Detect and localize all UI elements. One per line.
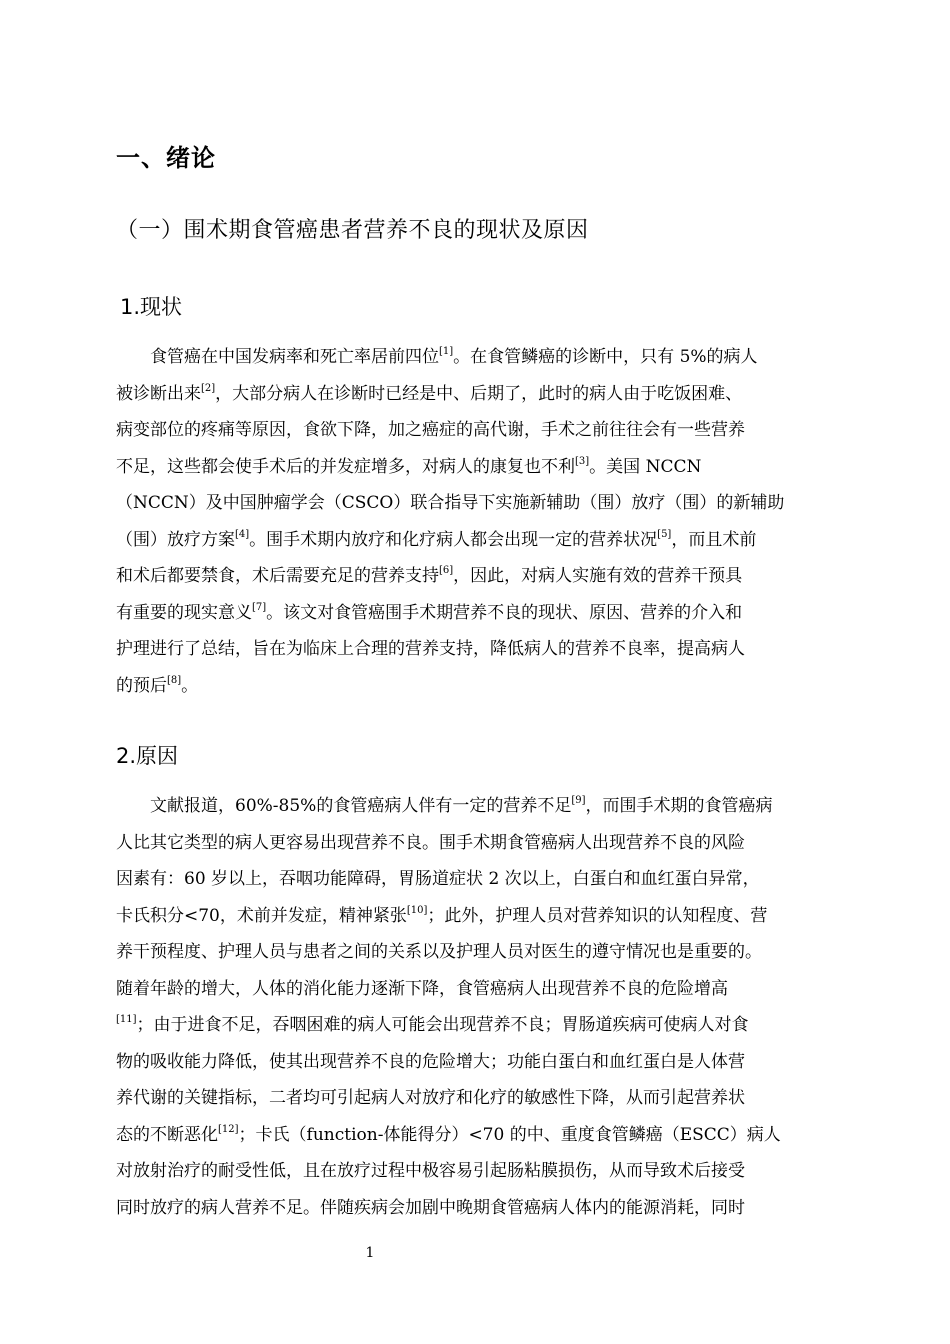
- text-run: （围）放疗方案: [116, 529, 235, 550]
- text-run: 护理进行了总结，旨在为临床上合理的营养支持，降低病人的营养不良率，提高病人: [116, 639, 745, 659]
- text-line: [116, 971, 840, 1008]
- chapter-heading: 一、绪论: [116, 144, 216, 172]
- text-run: 。: [181, 675, 199, 696]
- text-line: [116, 558, 840, 595]
- text-run: 。在食管鳞癌的诊断中，只有 5%的病人: [453, 347, 758, 367]
- citation-ref: [7]: [252, 601, 267, 613]
- text-line: [116, 825, 840, 862]
- paragraph-status: [116, 339, 840, 704]
- citation-ref: [8]: [167, 674, 182, 686]
- text-line: [116, 788, 840, 825]
- text-run: 有重要的现实意义: [116, 602, 252, 623]
- text-run: 因素有：60 岁以上，吞咽功能障碍，胃肠道症状 2 次以上，白蛋白和血红蛋白异常，: [116, 869, 760, 889]
- text-line: [116, 449, 840, 486]
- text-line: [116, 1190, 840, 1227]
- text-run: ，因此，对病人实施有效的营养干预具: [453, 566, 743, 586]
- text-run: （NCCN）及中国肿瘤学会（CSCO）联合指导下实施新辅助（围）放疗（围）的新辅助: [116, 493, 785, 513]
- citation-ref: [2]: [201, 382, 216, 394]
- citation-ref: [12]: [218, 1123, 239, 1135]
- citation-ref: [11]: [116, 1014, 137, 1025]
- paragraph-causes: [116, 788, 840, 1226]
- text-run: ，而且术前: [671, 529, 757, 550]
- text-run: 。美国 NCCN: [589, 456, 702, 477]
- citation-ref: [5]: [657, 528, 672, 540]
- text-line: [116, 934, 840, 971]
- citation-ref: [3]: [575, 455, 590, 467]
- text-run: 卡氏积分<70，术前并发症，精神紧张: [116, 905, 407, 926]
- page-number: 1: [365, 1245, 375, 1261]
- citation-ref: [10]: [406, 904, 428, 916]
- text-line: [116, 1153, 840, 1190]
- text-run: 同时放疗的病人营养不足。伴随疾病会加剧中晚期食管癌病人体内的能源消耗，同时: [116, 1197, 745, 1218]
- text-line: [116, 339, 840, 376]
- text-run: 态的不断恶化: [116, 1124, 218, 1145]
- text-run: ，而围手术期的食管癌病: [585, 796, 773, 816]
- text-line: [116, 898, 840, 935]
- text-line: [116, 668, 840, 705]
- text-run: 不足，这些都会使手术后的并发症增多，对病人的康复也不利: [116, 456, 575, 477]
- text-line: [116, 1080, 840, 1117]
- text-run: 的预后: [116, 675, 167, 696]
- text-run: 被诊断出来: [116, 383, 201, 404]
- subsection-heading-causes: 2.原因: [116, 744, 179, 768]
- text-run: 。围手术期内放疗和化疗病人都会出现一定的营养状况: [249, 529, 658, 550]
- text-run: 对放射治疗的耐受性低，且在放疗过程中极容易引起肠粘膜损伤，从而导致术后接受: [116, 1161, 745, 1181]
- text-line: [116, 485, 840, 522]
- text-line: [116, 412, 840, 449]
- text-line: [116, 595, 840, 632]
- text-run: 养代谢的关键指标，二者均可引起病人对放疗和化疗的敏感性下降，从而引起营养状: [116, 1088, 745, 1108]
- text-run: 养干预程度、护理人员与患者之间的关系以及护理人员对医生的遵守情况也是重要的。: [116, 942, 762, 962]
- text-line: [116, 376, 840, 413]
- subsection-heading-status: 1.现状: [120, 295, 183, 319]
- text-run: 病变部位的疼痛等原因，食欲下降，加之癌症的高代谢，手术之前往往会有一些营养: [116, 420, 745, 440]
- text-run: 物的吸收能力降低，使其出现营养不良的危险增大；功能白蛋白和血红蛋白是人体营: [116, 1051, 745, 1072]
- text-run: ，大部分病人在诊断时已经是中、后期了，此时的病人由于吃饭困难、: [215, 383, 743, 404]
- text-line: [116, 861, 840, 898]
- text-run: 随着年龄的增大，人体的消化能力逐渐下降，食管癌病人出现营养不良的危险增高: [116, 978, 728, 999]
- text-run: ；卡氏（function-体能得分）<70 的中、重度食管鳞癌（ESCC）病人: [238, 1124, 781, 1145]
- text-line: [116, 1007, 840, 1044]
- text-run: ；由于进食不足，吞咽困难的病人可能会出现营养不良；胃肠道疾病可使病人对食: [136, 1015, 749, 1035]
- text-run: 。该文对食管癌围手术期营养不良的现状、原因、营养的介入和: [266, 602, 743, 623]
- text-line: [116, 522, 840, 559]
- text-run: 和术后都要禁食，术后需要充足的营养支持: [116, 566, 439, 586]
- text-run: ；此外，护理人员对营养知识的认知程度、营: [427, 905, 768, 926]
- section-heading: （一）围术期食管癌患者营养不良的现状及原因: [116, 218, 589, 243]
- text-line: [116, 1044, 840, 1081]
- text-run: 人比其它类型的病人更容易出现营养不良。围手术期食管癌病人出现营养不良的风险: [116, 832, 745, 853]
- text-run: 食管癌在中国发病率和死亡率居前四位: [116, 347, 439, 367]
- text-line: [116, 631, 840, 668]
- text-line: [116, 1117, 840, 1154]
- text-run: 文献报道，60%-85%的食管癌病人伴有一定的营养不足: [116, 796, 572, 816]
- citation-ref: [1]: [439, 346, 454, 357]
- citation-ref: [4]: [235, 528, 250, 540]
- citation-ref: [9]: [571, 795, 586, 806]
- citation-ref: [6]: [439, 565, 454, 576]
